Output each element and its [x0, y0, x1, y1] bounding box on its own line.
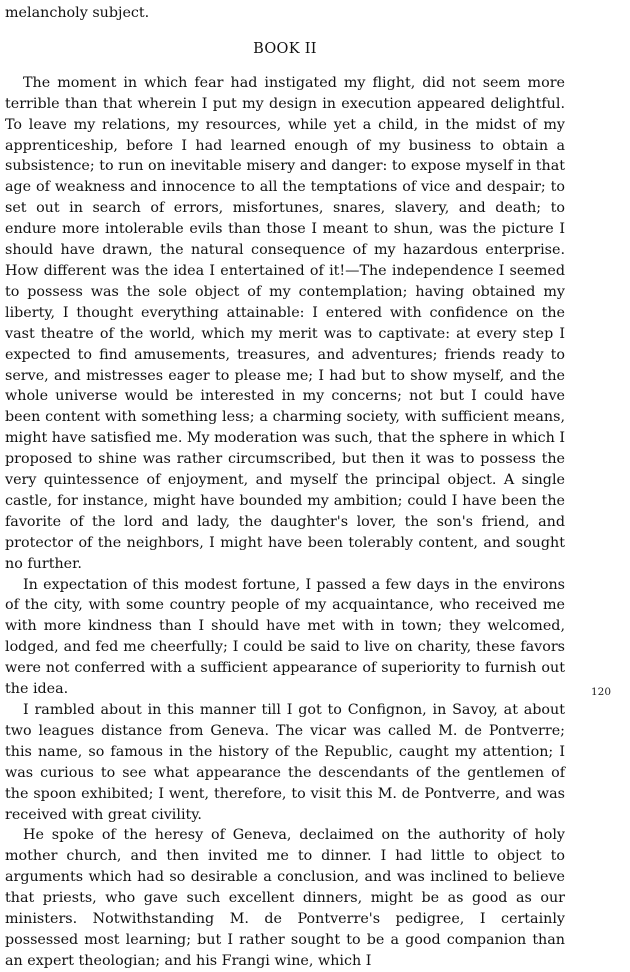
paragraph-2: In expectation of this modest fortune, I passed a few days in the environs of the city, with some country people of my acquaintance, who received me with more kindness than I should have met with in town; they welcomed, lodged, and fed me cheerfully; I could be said to live on charity, these favors were not conferred with a sufficient appearance of superiority to furnish out the idea.	[5, 576, 565, 698]
paragraph-4: He spoke of the heresy of Geneva, declaimed on the authority of holy mother church, and then invited me to dinner. I had little to object to arguments which had so desirable a conclusion, and was inclined to believe that priests, who gave such excellent dinners, might be as good as our ministers. Notwithstanding M. de Pontverre's pedigree, I certainly possessed most learning; but I rather sought to be a good companion than an expert theologian; and his Frangi wine, which I	[5, 827, 565, 969]
previous-chapter-tail: melancholy subject.	[5, 5, 150, 21]
chapter-heading: BOOK II	[253, 40, 317, 57]
page-number: 120	[591, 686, 612, 698]
paragraph-1: The moment in which fear had instigated my flight, did not seem more terrible than that wherein I put my design in execution appeared delightful. To leave my relations, my resources, while yet a child, in the midst of my apprenticeship, before I had learned enough of my business to obtain a subsistence; to run on inevitable misery and danger: to expose myself in that age of weakness and innocence to all the temptations of vice and despair; to set out in search of errors, misfortunes, snares, slavery, and death; to endure more intolerable evils than those I meant to shun, was the picture I should have drawn, the natural consequence of my hazardous enterprise. How different was the idea I entertained of it!—The independence I seemed to possess was the sole object of my contemplation; having obtained my liberty, I thought everything attainable: I entered with confidence on the vast theatre of the world, which my merit was to captivate: at every step I expected to find amusements, treasures, and adventures; friends ready to serve, and mistresses eager to please me; I had but to show myself, and the whole universe would be interested in my concerns; not but I could have been content with something less; a charming society, with sufficient means, might have satisfied me. My moderation was such, that the sphere in which I proposed to shine was rather circumscribed, but then it was to possess the very quintessence of enjoyment, and myself the principal object. A single castle, for instance, might have bounded my ambition; could I have been the favorite of the lord and lady, the daughter's lover, the son's friend, and protector of the neighbors, I might have been tolerably content, and sought no further.	[5, 74, 565, 572]
book-page	[5, 0, 565, 972]
paragraph-3: I rambled about in this manner till I got to Confignon, in Savoy, at about two leagues distance from Geneva. The vicar was called M. de Pontverre; this name, so famous in the history of the Republic, caught my attention; I was curious to see what appearance the descendants of the gentlemen of the spoon exhibited; I went, therefore, to visit this M. de Pontverre, and was received with great civility.	[5, 702, 565, 823]
